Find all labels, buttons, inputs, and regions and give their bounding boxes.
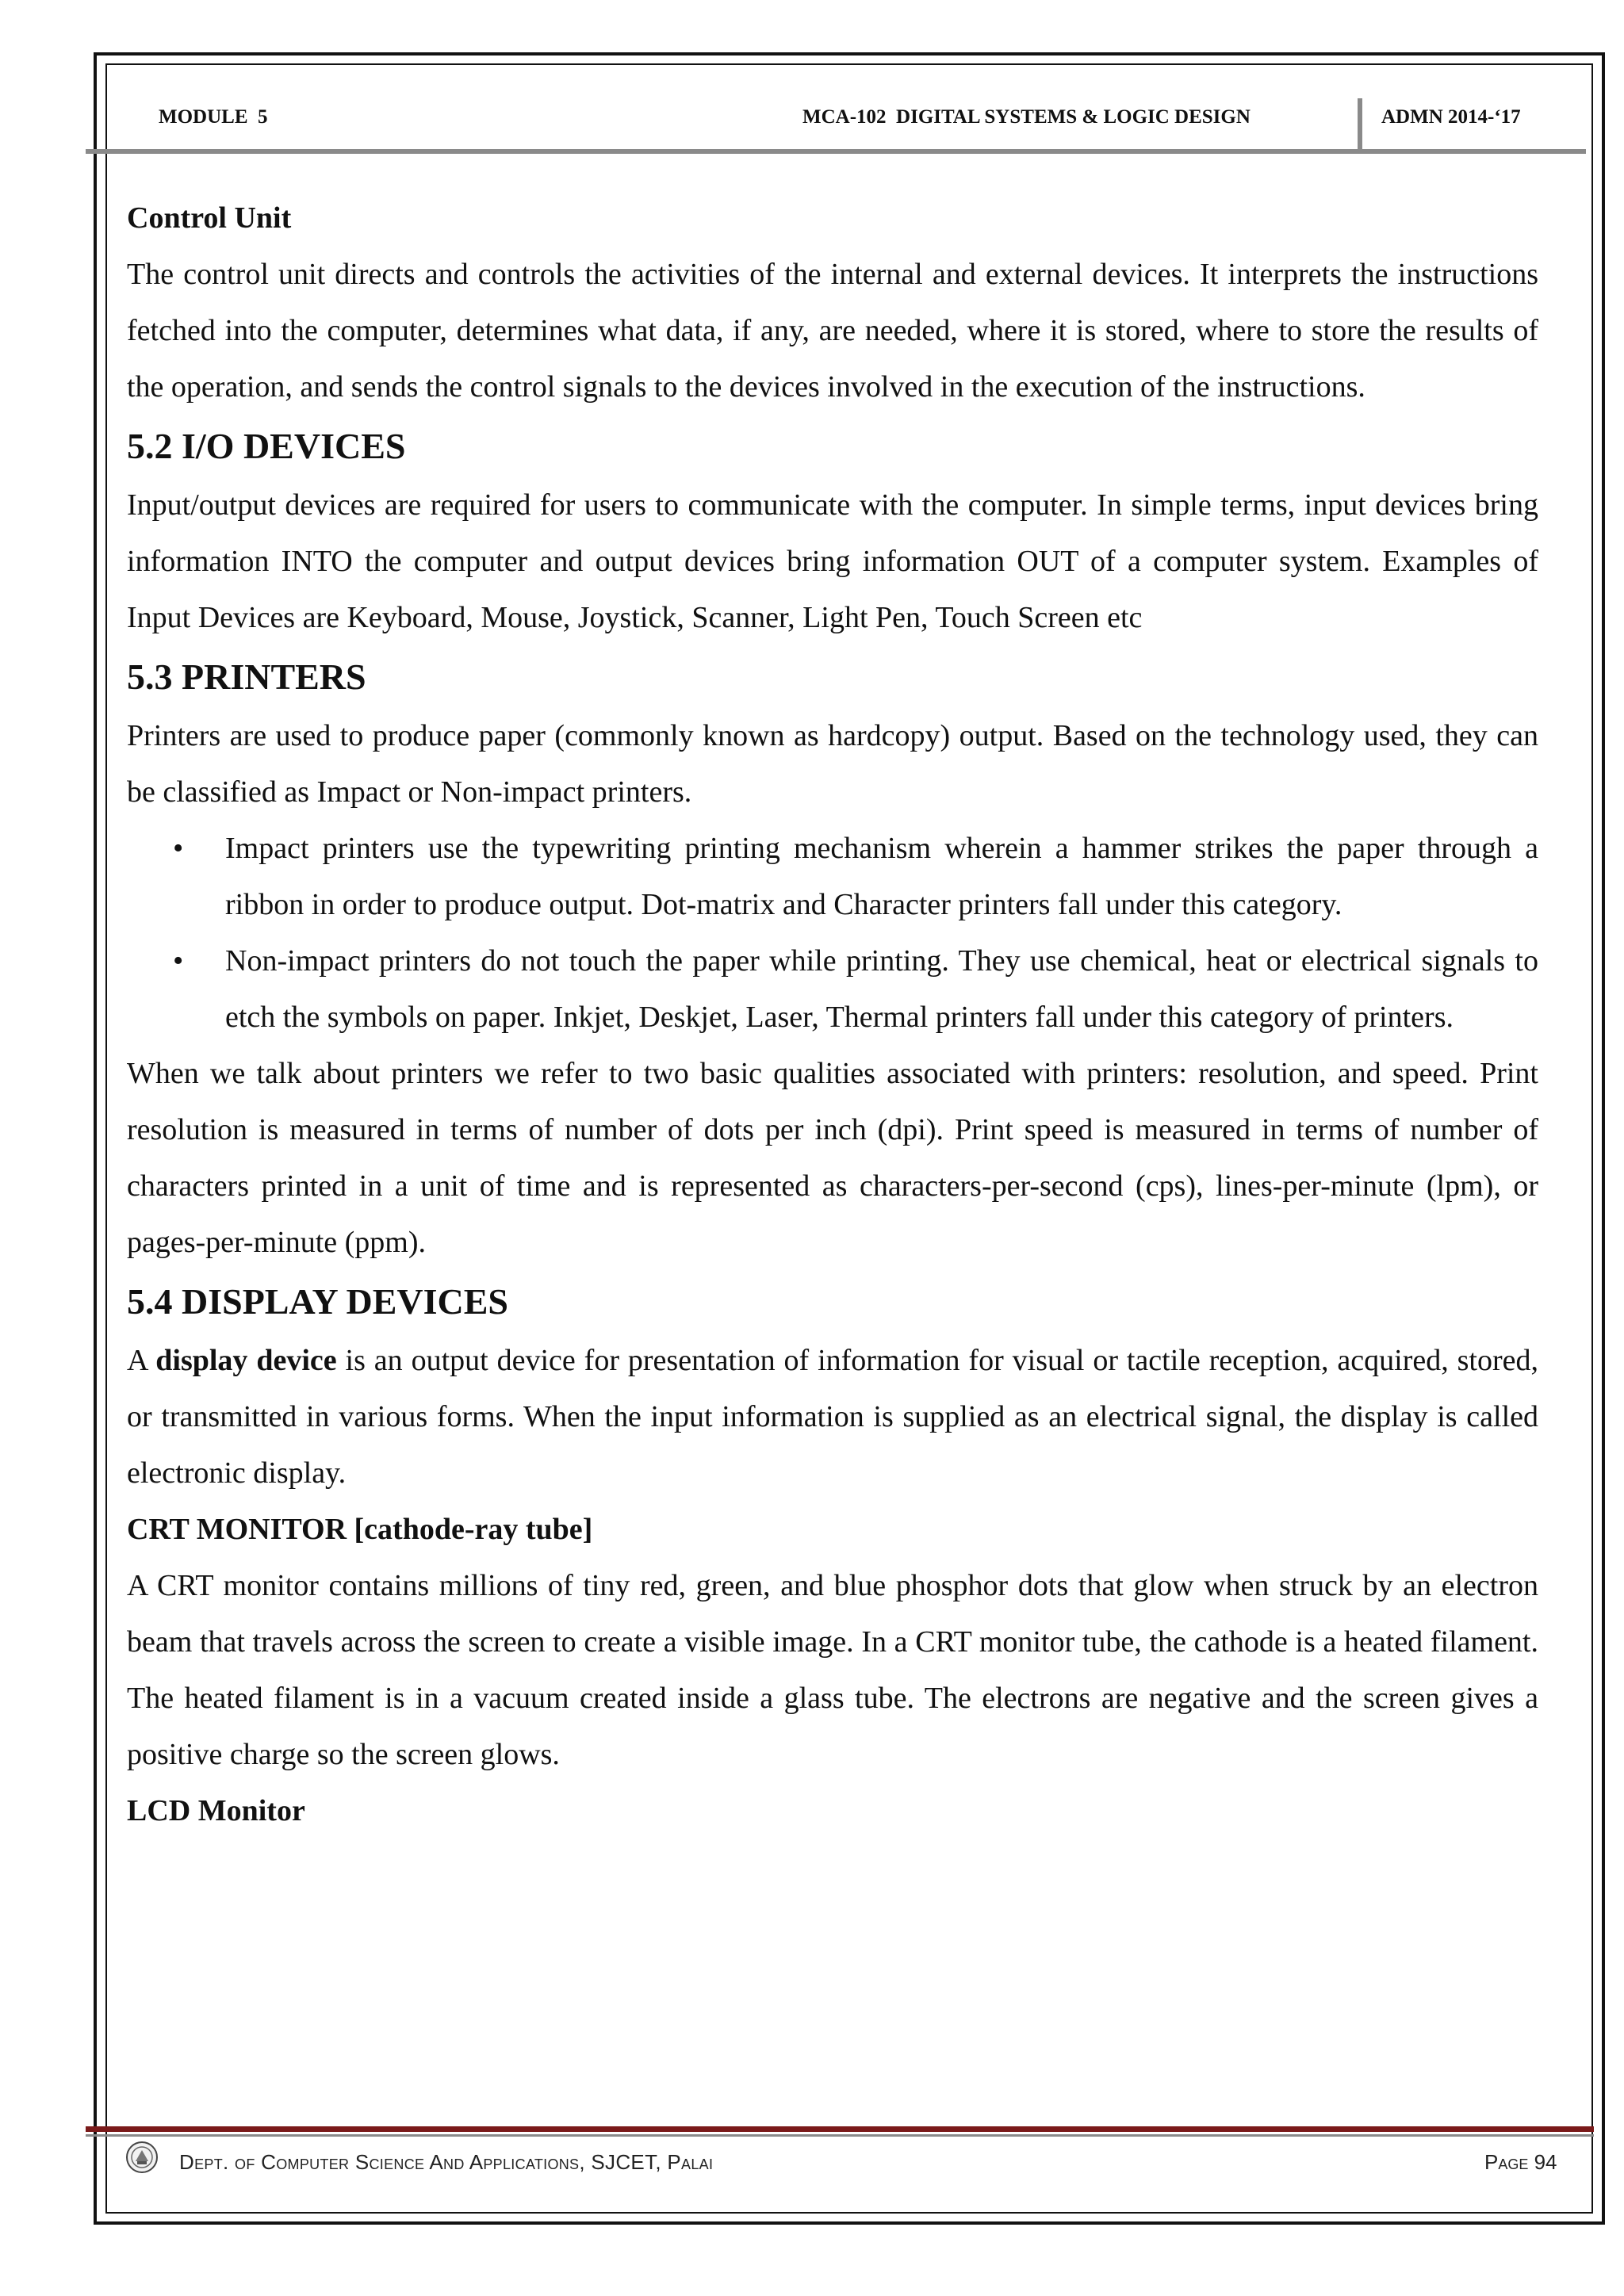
printer-qualities-text: When we talk about printers we refer to two basic qualities associated with printers: resolution, and speed. Print resolution is measured in terms of number of dots per inch (dpi). Print speed is measured in terms of number of characters printed in a unit of time and is represented as characters-per-second (cps), lines-per-minute (lpm), or pages-per-minute (ppm). bbox=[127, 1057, 1538, 1259]
io-devices-text: Input/output devices are required for users to communicate with the computer. In simple terms, input devices bring information INTO the computer and output devices bring information OUT of a computer system. Examples of Input Devices are Keyboard, Mouse, Joystick, Scanner, Light Pen, Touch Screen etc bbox=[127, 488, 1538, 634]
list-item bbox=[127, 933, 1538, 1046]
header-module: MODULE 5 bbox=[159, 106, 268, 128]
college-seal-icon bbox=[125, 2141, 159, 2174]
printers-heading: 5.3 PRINTERS bbox=[127, 656, 366, 697]
display-device-term: display device bbox=[155, 1344, 337, 1377]
bullet-icon: • bbox=[173, 944, 184, 978]
display-text-rest: is an output device for presentation of information for visual or tactile reception, acquired, stored, or transmitted in various forms. When the input information is supplied as an electrical signal, the display is called electronic display. bbox=[127, 1344, 1538, 1490]
io-devices-heading: 5.2 I/O DEVICES bbox=[127, 426, 406, 466]
printer-types-list bbox=[127, 821, 1538, 1046]
header-admission-year: ADMN 2014-‘17 bbox=[1381, 106, 1521, 128]
header-separator bbox=[1358, 98, 1362, 152]
footer-rule-grey bbox=[86, 2134, 1594, 2137]
display-devices-text bbox=[127, 1333, 1538, 1502]
display-devices-heading: 5.4 DISPLAY DEVICES bbox=[127, 1281, 509, 1322]
printers-intro: Printers are used to produce paper (commonly known as hardcopy) output. Based on the technology used, they can be classified as Impact or Non-impact printers. bbox=[127, 719, 1538, 809]
footer-department: Dept. of Computer Science And Applications, SJCET, Palai bbox=[179, 2150, 714, 2174]
bullet-icon: • bbox=[173, 832, 184, 865]
footer-rule-red bbox=[86, 2126, 1594, 2132]
list-item bbox=[127, 821, 1538, 933]
lcd-monitor-heading: LCD Monitor bbox=[127, 1794, 305, 1827]
control-unit-heading: Control Unit bbox=[127, 201, 292, 235]
page-header bbox=[159, 106, 1538, 138]
header-course-title: MCA-102 DIGITAL SYSTEMS & LOGIC DESIGN bbox=[802, 106, 1251, 128]
crt-monitor-heading: CRT MONITOR [cathode-ray tube] bbox=[127, 1513, 593, 1546]
page-content bbox=[127, 190, 1538, 1839]
list-item-text: Impact printers use the typewriting printing mechanism wherein a hammer strikes the paper through a ribbon in order to produce output. Dot-matrix and Character printers fall under this category. bbox=[225, 832, 1538, 921]
header-rule bbox=[86, 149, 1586, 154]
crt-monitor-text: A CRT monitor contains millions of tiny red, green, and blue phosphor dots that glow when struck by an electron beam that travels across the screen to create a visible image. In a CRT monitor tube, the cathode is a heated filament. The heated filament is in a vacuum created inside a glass tube. The electrons are negative and the screen gives a positive charge so the screen glows. bbox=[127, 1569, 1538, 1771]
display-text-prefix: A bbox=[127, 1344, 156, 1377]
control-unit-text: The control unit directs and controls the activities of the internal and external devices. It interprets the instructions fetched into the computer, determines what data, if any, are needed, where it is stored, where to store the results of the operation, and sends the control signals to the devices involved in the execution of the instructions. bbox=[127, 258, 1538, 404]
list-item-text: Non-impact printers do not touch the paper while printing. They use chemical, heat or electrical signals to etch the symbols on paper. Inkjet, Deskjet, Laser, Thermal printers fall under this category of printers. bbox=[225, 944, 1538, 1034]
footer-page-number: Page 94 bbox=[1484, 2150, 1557, 2174]
